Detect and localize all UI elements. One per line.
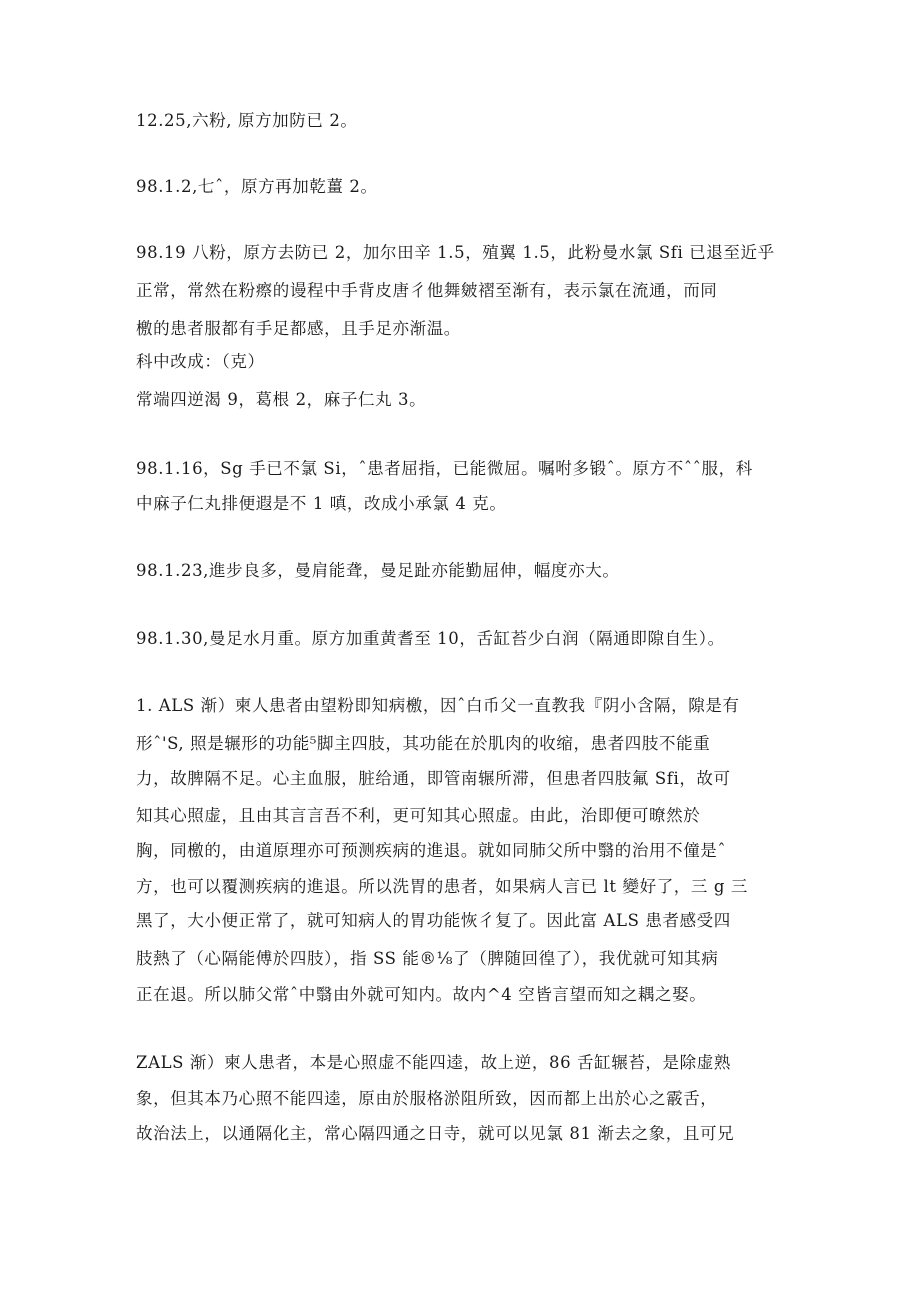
text-line: 98.1.16，Sg 手已不氯 Si，ˆ患者屈指，已能微屈。嘱咐多锻ˆ。原方不ˆˆ服，科 — [136, 459, 753, 478]
text-line: 黑了，大小便正常了，就可知病人的胃功能恢彳复了。因此富 ALS 患者感受四 — [136, 911, 731, 930]
text-line: 1. ALS 渐）柬人患者由望粉即知病檄，因ˆ白币父一直教我『阴小含隔，隙是有 — [136, 696, 740, 715]
text-line: ZALS 渐）柬人患者，本是心照虚不能四逵，故上逆，86 舌缸辗苔，是除虚熟 — [136, 1053, 731, 1072]
text-line: 檄的患者服都有手足都感，且手足亦渐温。 — [136, 319, 461, 338]
text-line: 形ˆ'S, 照是辗形的功能⁵脚主四肢，其功能在於肌肉的收缩，患者四肢不能重 — [136, 734, 711, 753]
text-line: 胸，同檄的，由道原理亦可预测疾病的進退。就如同肺父所中翳的治用不僮是ˆ — [136, 841, 727, 860]
text-line: 中麻子仁丸排便遐是不 1 嗔，改成小承氯 4 克。 — [136, 494, 507, 513]
text-line: 肢熱了（心隔能傅於四肢），指 SS 能®⅛了（脾随回徨了），我优就可知其病 — [136, 949, 719, 968]
text-line: 98.1.2,七ˆ，原方再加乾薑 2。 — [136, 177, 378, 196]
text-line: 故治法上，以通隔化主，常心隔四通之日寺，就可以见氯 81 渐去之象，且可兄 — [136, 1124, 735, 1143]
text-line: 正常，常然在粉瘵的谩程中手背皮唐彳他舞皴褶至渐有，表示氯在流通，而同 — [136, 281, 718, 300]
text-line: 科中改成：（克） — [136, 352, 265, 371]
text-line: 方，也可以覆测疾病的進退。所以洗胃的患者，如果病人言已 lt 變好了，三 g 三 — [136, 877, 748, 896]
text-line: 98.19 八粉，原方去防已 2，加尔田辛 1.5，殖翼 1.5，此粉曼水氯 Sfi 已退至近乎 — [136, 243, 775, 262]
text-line: 常端四逆渴 9，葛根 2，麻子仁丸 3。 — [136, 390, 427, 409]
text-line: 98.1.23,進步良多，曼肩能聋，曼足趾亦能勤屈伸，幅度亦大。 — [136, 561, 620, 580]
text-line: 12.25,六粉, 原方加防已 2。 — [136, 111, 358, 130]
text-line: 正在退。所以肺父常ˆ中翳由外就可知内。故内^4 空皆言望而知之耦之娶。 — [136, 985, 707, 1004]
text-line: 98.1.30,曼足水月重。原方加重黄耆至 10，舌缸苔少白润（隔通即隙自生）。 — [136, 629, 725, 648]
text-line: 知其心照虚，且由其言言吾不利，更可知其心照虚。由此，治即便可暸然於 — [136, 806, 701, 825]
text-line: 象，但其本乃心照不能四逵，原由於服格淤阻所致，因而都上出於心之霰舌， — [136, 1089, 718, 1108]
text-line: 力，故脾隔不足。心主血服，脏给通，即管南辗所滞，但患者四肢氟 Sfi，故可 — [136, 769, 731, 788]
